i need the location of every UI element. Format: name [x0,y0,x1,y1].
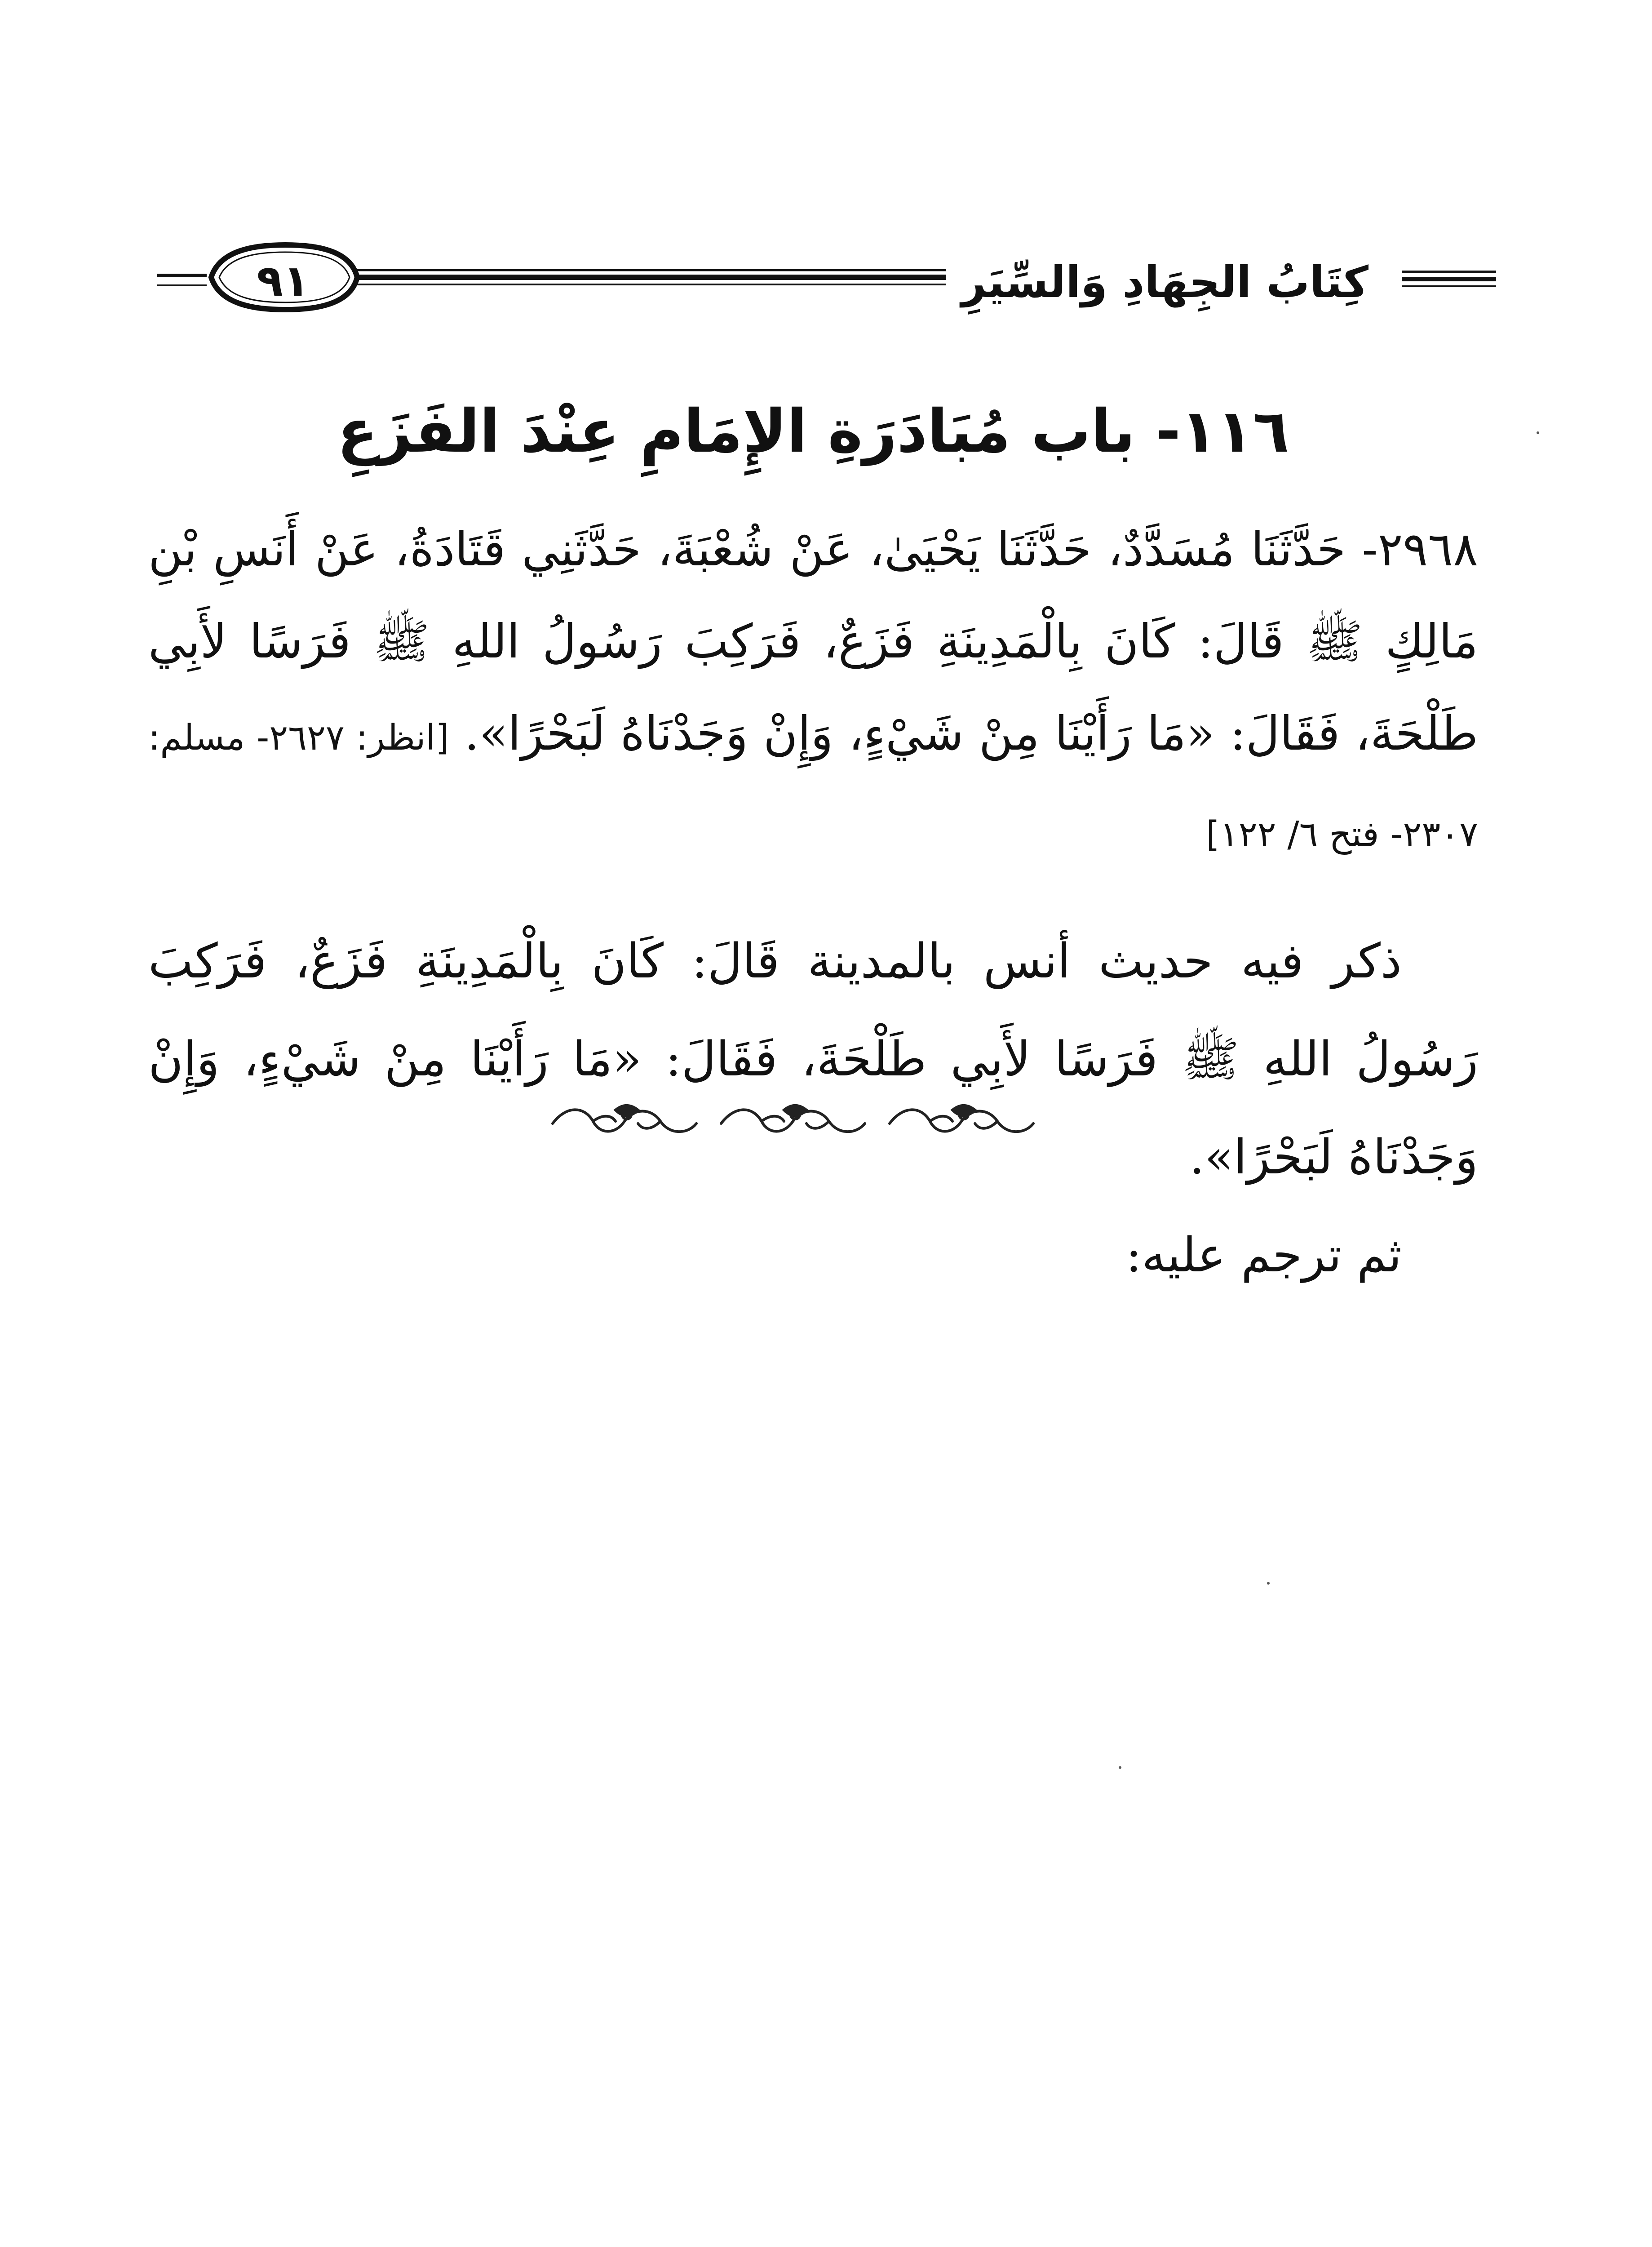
page-number: ٩١ [257,256,310,306]
text-block [148,386,1478,1304]
chapter-heading: ١١٦- باب مُبَادَرَةِ الإِمَامِ عِنْدَ الفَزَعِ [337,397,1289,466]
commentary-closing: ثم ترجم عليه: [1125,1227,1402,1283]
scan-speck [1537,431,1539,434]
scan-speck [1267,1582,1270,1585]
hadith-text: ٢٩٦٨- حَدَّثَنَا مُسَدَّدٌ، حَدَّثَنَا يَحْيَىٰ، عَنْ شُعْبَةَ، حَدَّثَنِي قَتَادَةُ، عَنْ أَنَسِ بْنِ مَالِكٍ ﷺ قَالَ: كَانَ بِالْمَدِينَةِ فَزَعٌ، فَرَكِبَ رَسُولُ اللهِ ﷺ فَرَسًا لأَبِي طَلْحَةَ، فَقَالَ: «مَا رَأَيْنَا مِنْ شَيْءٍ، وَإِنْ وَجَدْنَاهُ لَبَحْرًا». [148,522,1479,761]
hadith-paragraph [148,503,1478,881]
hadith-references: [انظر: ٢٦٢٧- مسلم: ٢٣٠٧- فتح ٦/ ١٢٢] [148,718,1478,855]
commentary-paragraph: ذكر فيه حديث أنس بالمدينة قَالَ: كَانَ بِالْمَدِينَةِ فَزَعٌ، فَرَكِبَ رَسُولُ اللهِ ﷺ فَرَسًا لأَبِي طَلْحَةَ، فَقَالَ: «مَا رَأَيْنَا مِنْ شَيْءٍ، وَإِنْ وَجَدْنَاهُ لَبَحْرًا». [148,933,1478,1185]
running-header [157,227,1496,335]
running-title: كِتَابُ الجِهَادِ وَالسِّيَرِ [946,249,1384,316]
scan-speck [1119,1766,1121,1769]
floral-divider-ornament-icon [539,1097,1056,1146]
